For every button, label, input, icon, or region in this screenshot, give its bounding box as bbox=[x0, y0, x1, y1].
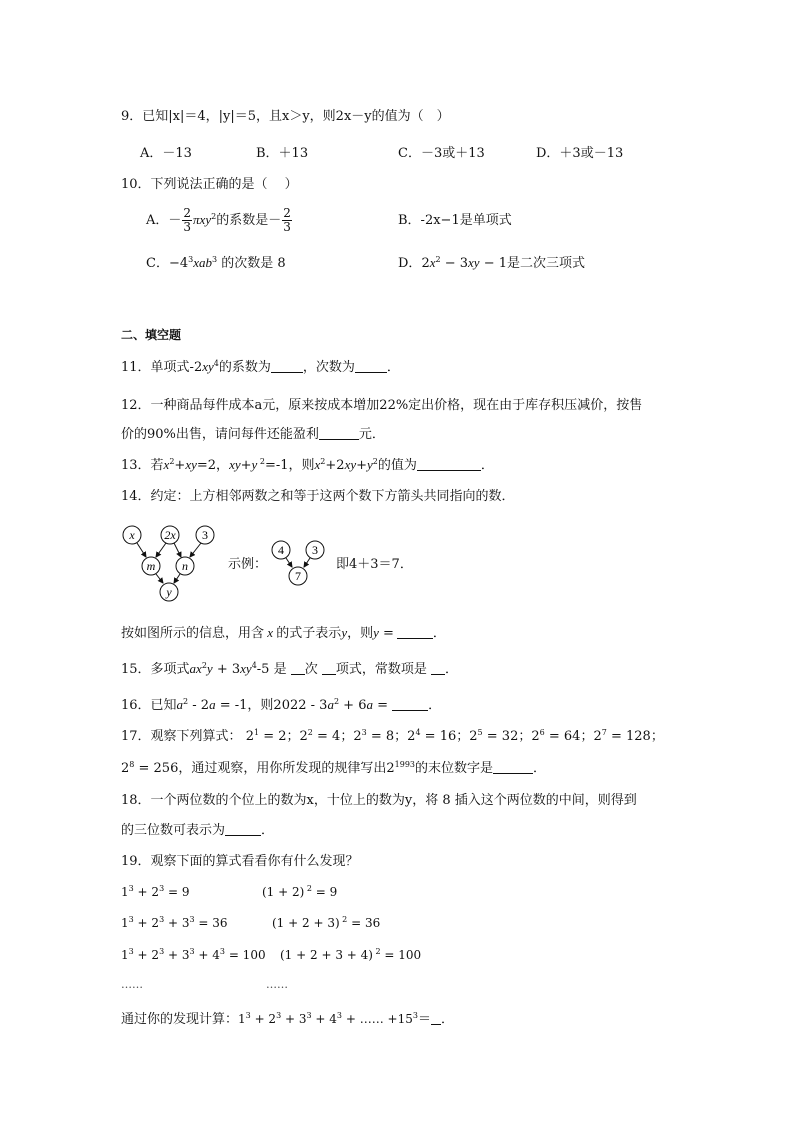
q13-p3: ，则 bbox=[288, 458, 315, 473]
q13-end: ． bbox=[480, 458, 494, 473]
q11-p1: 11．单项式 bbox=[121, 360, 190, 375]
q15-p4: 项式，常数项是 bbox=[335, 662, 427, 677]
q14-line2d: = bbox=[378, 626, 394, 641]
q15-blank-2[interactable] bbox=[322, 662, 336, 675]
q17-line1-label: 17．观察下列算式： bbox=[121, 729, 242, 744]
q14-line2a: 按如图所示的信息，用含 bbox=[121, 626, 265, 641]
q14-stem: 14．约定：上方相邻两数之和等于这两个数下方箭头共同指向的数． bbox=[121, 489, 515, 504]
q14-blank[interactable] bbox=[397, 626, 433, 639]
q13: 13．若$x^2+xy=2$，xy+y $^2$=-1，则$x^2+2xy+y^2$的值为 ． bbox=[121, 457, 494, 473]
q14-line2: 按如图所示的信息，用含 x 的式子表示y，则y = ． bbox=[121, 625, 446, 641]
q17-blank[interactable] bbox=[493, 761, 533, 774]
q14-example-result: 即4＋3＝7． bbox=[336, 557, 413, 572]
example-node-4: 4 bbox=[278, 543, 284, 557]
q10-d-suffix: 是二次三项式 bbox=[507, 256, 586, 271]
q19-ellipsis-left: …… bbox=[121, 978, 143, 991]
q12-line2b: 元． bbox=[358, 427, 385, 442]
q13-p1: 13．若 bbox=[121, 458, 164, 473]
q16-p2: ，则 bbox=[247, 698, 274, 713]
example-node-3: 3 bbox=[312, 543, 318, 557]
q18-end: ． bbox=[261, 823, 275, 838]
q19-ellipsis-right: …… bbox=[266, 978, 288, 991]
q19-row2-right: (1 + 2 + 3) $^2$ = 36 bbox=[272, 915, 381, 930]
q18-line1: 18．一个两位数的个位上的数为x，十位上的数为y，将 8 插入这个两位数的中间，则得到 bbox=[121, 793, 637, 808]
q10-c-suffix: 的次数是 8 bbox=[217, 256, 286, 271]
node-n-label: n bbox=[182, 559, 188, 573]
q15-blank-3[interactable] bbox=[431, 662, 445, 675]
q10-option-b: B．-2x−1是单项式 bbox=[398, 213, 512, 228]
node-x-label: x bbox=[129, 528, 135, 542]
q16-blank[interactable] bbox=[392, 698, 428, 711]
q19-row1-right: (1 + 2) $^2$ = 9 bbox=[262, 884, 338, 899]
node-m-label: m bbox=[146, 559, 156, 573]
q19-blank[interactable] bbox=[431, 1012, 441, 1025]
q18-line2 bbox=[121, 822, 274, 840]
q15: 15．多项式$ax^2y + 3xy^4-5$ 是 次 项式，常数项是 ． bbox=[121, 661, 459, 677]
q19-end: ． bbox=[440, 1012, 454, 1027]
q19-row2-left: $1^3 + 2^3 + 3^3 = 36$ bbox=[121, 915, 228, 930]
q15-end: ． bbox=[445, 662, 459, 677]
q13-blank[interactable] bbox=[417, 458, 481, 471]
q13-p4: 的值为 bbox=[377, 458, 417, 473]
q11-p2: 的系数为 bbox=[218, 360, 271, 375]
q19-last-a: 通过你的发现计算： bbox=[121, 1012, 239, 1027]
q19-row3-left: $1^3 + 2^3 + 3^3 + 4^3 = 100$ bbox=[121, 947, 266, 962]
q14-example-diagram bbox=[270, 538, 332, 590]
q12-line1: 12．一种商品每件成本a元，原来按成本增加22%定出价格，现在由于库存积压减价，按售 bbox=[121, 398, 643, 413]
q19-row3-right: (1 + 2 + 3 + 4) $^2$ = 100 bbox=[280, 947, 422, 962]
q15-p2: 是 bbox=[273, 662, 287, 677]
q17-line1: 17．观察下列算式： $2^1 = 2$；$2^2 = 4$；$2^3 = 8$；$2^4 = 16$；$2^5 = 32$；$2^6 = 64$；$2^7 = 128$； bbox=[121, 728, 664, 744]
q16-end: ． bbox=[428, 698, 442, 713]
q18-blank[interactable] bbox=[225, 823, 261, 836]
q11-blank-1[interactable] bbox=[271, 360, 303, 373]
q10-d-prefix: D． bbox=[398, 256, 422, 271]
node-3-label: 3 bbox=[202, 528, 208, 542]
q17-line2a: ，通过观察，用你所发现的规律写出 bbox=[178, 761, 387, 776]
q15-p3: 次 bbox=[304, 662, 318, 677]
q12-line2a: 价的90%出售，请问每件还能盈利 bbox=[121, 427, 319, 442]
q19-row1-left: $1^3 + 2^3 = 9$ bbox=[121, 884, 190, 899]
q9-stem: 9．已知|x|＝4，|y|＝5，且x＞y，则2x－y的值为（ ） bbox=[121, 109, 450, 124]
q11-blank-2[interactable] bbox=[355, 360, 387, 373]
q10-option-c: C．$-4^3xab^3$ 的次数是 8 bbox=[146, 255, 286, 271]
q16-p1: 16．已知 bbox=[121, 698, 177, 713]
q10-a-prefix: A． bbox=[146, 213, 169, 228]
q12-blank[interactable] bbox=[319, 427, 359, 440]
section-heading: 二、填空题 bbox=[121, 328, 182, 342]
q11-end: ． bbox=[386, 360, 400, 375]
q17-line2: $2^8 = 256$，通过观察，用你所发现的规律写出$2^{1993}$的末位数字是 ． bbox=[121, 760, 547, 776]
q11: 11．单项式$-2xy^4$的系数为 ，次数为 ． bbox=[121, 359, 400, 375]
q14-example-label: 示例： bbox=[228, 557, 268, 572]
q10-c-prefix: C． bbox=[146, 256, 169, 271]
q10-option-d: D．$2x^2 - 3xy - 1$是二次三项式 bbox=[398, 255, 586, 271]
q17-line2b: 的末位数字是 bbox=[415, 761, 494, 776]
q15-blank-1[interactable] bbox=[291, 662, 305, 675]
q9-option-c: C．－3或＋13 bbox=[398, 146, 485, 161]
q14-end: ． bbox=[432, 626, 446, 641]
q15-p1: 15．多项式 bbox=[121, 662, 190, 677]
q10-stem: 10．下列说法正确的是（ ） bbox=[121, 177, 298, 192]
node-y-label: y bbox=[166, 585, 172, 599]
q16: 16．已知$a^2 - 2a = -1$，则$2022 - 3a^2 + 6a$ = ． bbox=[121, 697, 442, 713]
q19-stem: 19．观察下面的算式看看你有什么发现？ bbox=[121, 854, 359, 869]
q13-p2: ， bbox=[216, 458, 230, 473]
q14-diagram bbox=[115, 518, 225, 608]
q17-end: ． bbox=[533, 761, 547, 776]
q9-option-a: A．－13 bbox=[140, 146, 192, 161]
q14-line2b: 的式子表示 bbox=[276, 626, 342, 641]
q9-option-d: D．＋3或－13 bbox=[536, 146, 624, 161]
q9-option-b: B．＋13 bbox=[256, 146, 309, 161]
q12-line2 bbox=[121, 426, 385, 444]
q11-p3: ，次数为 bbox=[302, 360, 355, 375]
q19-last-b: ＝ bbox=[417, 1012, 431, 1027]
q18-line2-text: 的三位数可表示为 bbox=[121, 823, 226, 838]
node-2x-label: 2x bbox=[164, 528, 176, 542]
q10-option-a: A．－ $\frac{2}{3}$ πxy$^2$的系数是－ $\frac{2}{3}$ bbox=[146, 206, 291, 234]
example-node-7: 7 bbox=[295, 569, 301, 583]
q14-line2c: ，则 bbox=[347, 626, 374, 641]
q19-last: 通过你的发现计算：$1^3 + 2^3 + 3^3 + 4^3$ + …… $+15^3=$ ． bbox=[121, 1011, 454, 1027]
q10-a-mid: 的系数是 bbox=[216, 213, 269, 228]
